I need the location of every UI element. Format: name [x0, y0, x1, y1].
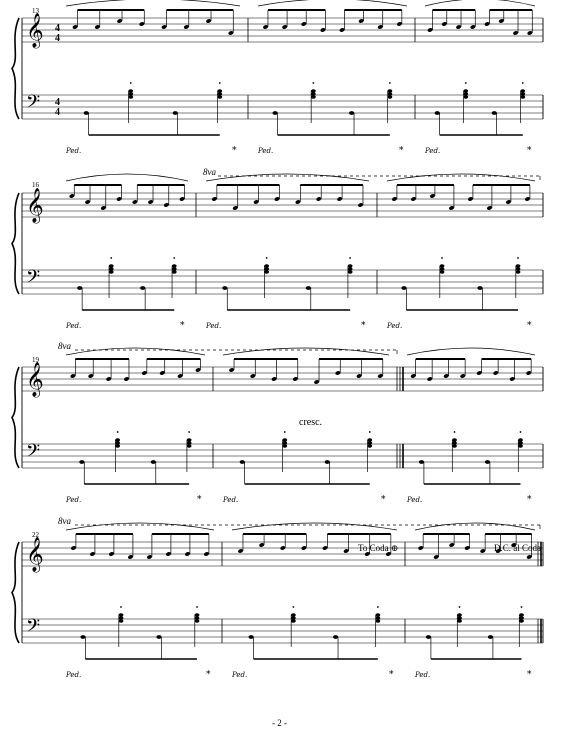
bass-note-head	[173, 111, 178, 115]
chord-note-head	[348, 270, 353, 273]
chord-note-head	[217, 92, 222, 95]
chord-note-head	[128, 95, 133, 98]
staccato-dot	[120, 606, 122, 608]
phrase-slur	[415, 523, 535, 530]
chord-note-head	[195, 619, 200, 622]
chord-note-head	[387, 89, 392, 92]
chord-note-head	[518, 441, 523, 444]
chord-note-head	[119, 619, 124, 622]
chord-note-head	[128, 89, 133, 92]
treble-clef-icon: 𝄞	[26, 13, 44, 48]
pedal-release-marking: *	[389, 670, 394, 680]
chord-note-head	[518, 438, 523, 441]
pedal-release-marking: *	[197, 495, 202, 505]
staccato-dot	[110, 257, 112, 259]
chord-note-head	[463, 92, 468, 95]
time-signature-treble-top: 4	[55, 23, 60, 34]
chord-note-head	[367, 444, 372, 447]
bass-note-head	[151, 460, 156, 464]
phrase-slur	[206, 174, 369, 181]
brace	[12, 18, 19, 119]
pedal-release-marking: *	[399, 146, 404, 156]
chord-note-head	[311, 92, 316, 95]
bass-note-head	[349, 111, 354, 115]
chord-note-head	[172, 270, 177, 273]
pedal-marking: Ped.	[415, 671, 431, 679]
phrase-slur	[66, 0, 240, 6]
chord-note-head	[115, 438, 120, 441]
chord-note-head	[115, 441, 120, 444]
bass-clef-icon: 𝄢	[26, 616, 41, 641]
chord-note-head	[457, 616, 462, 619]
treble-clef-icon: 𝄞	[26, 188, 44, 223]
bass-note-head	[419, 460, 424, 464]
bass-note-head	[488, 635, 493, 639]
staccato-dot	[465, 82, 467, 84]
chord-note-head	[187, 444, 192, 447]
brace	[12, 367, 19, 468]
staccato-dot	[173, 257, 175, 259]
pedal-marking: Ped.	[387, 322, 403, 330]
coda-symbol-icon: ⊕	[390, 543, 399, 553]
pedal-release-marking: *	[527, 495, 532, 505]
staccato-dot	[266, 257, 268, 259]
pedal-marking: Ped.	[206, 322, 222, 330]
staccato-dot	[292, 606, 294, 608]
pedal-release-marking: *	[527, 321, 532, 331]
bass-clef-icon: 𝄢	[26, 267, 41, 292]
chord-note-head	[452, 444, 457, 447]
ottava-mark-system-3: 8va	[58, 341, 71, 351]
chord-note-head	[457, 619, 462, 622]
phrase-slur	[232, 523, 397, 530]
chord-note-head	[172, 264, 177, 267]
page-number: - 2 -	[272, 718, 287, 728]
pedal-release-marking: *	[232, 146, 237, 156]
phrase-slur	[258, 0, 407, 6]
bass-note-head	[249, 635, 254, 639]
staccato-dot	[521, 606, 523, 608]
chord-note-head	[195, 616, 200, 619]
chord-note-head	[457, 613, 462, 616]
chord-note-head	[264, 270, 269, 273]
chord-note-head	[348, 267, 353, 270]
brace	[12, 542, 19, 643]
bass-note-head	[240, 460, 245, 464]
bass-note-head	[80, 635, 85, 639]
chord-note-head	[367, 438, 372, 441]
bass-note-head	[401, 286, 406, 290]
bass-note-head	[222, 286, 227, 290]
phrase-slur	[407, 348, 535, 355]
brace	[12, 193, 19, 294]
chord-note-head	[440, 267, 445, 270]
staccato-dot	[369, 431, 371, 433]
bass-note-head	[492, 111, 497, 115]
chord-note-head	[217, 89, 222, 92]
staccato-dot	[454, 431, 456, 433]
chord-note-head	[195, 613, 200, 616]
bass-note-head	[273, 111, 278, 115]
measure-number-19: 19	[32, 356, 39, 364]
staccato-dot	[377, 606, 379, 608]
chord-note-head	[463, 89, 468, 92]
to-coda-text: To Coda	[358, 543, 389, 553]
time-signature-bass-top: 4	[55, 97, 60, 108]
bass-note-head	[485, 460, 490, 464]
chord-note-head	[109, 264, 114, 267]
phrase-slur	[425, 0, 535, 6]
treble-clef-icon: 𝄞	[26, 362, 44, 397]
phrase-slur	[66, 174, 188, 181]
pedal-release-marking: *	[361, 321, 366, 331]
staccato-dot	[517, 257, 519, 259]
chord-note-head	[520, 92, 525, 95]
bass-clef-icon: 𝄢	[26, 92, 41, 117]
chord-note-head	[463, 95, 468, 98]
chord-note-head	[109, 267, 114, 270]
chord-note-head	[452, 441, 457, 444]
chord-note-head	[187, 438, 192, 441]
pedal-marking: Ped.	[232, 671, 248, 679]
chord-note-head	[187, 441, 192, 444]
bass-note-head	[435, 111, 440, 115]
chord-note-head	[115, 444, 120, 447]
chord-note-head	[291, 616, 296, 619]
staccato-dot	[522, 82, 524, 84]
pedal-release-marking: *	[527, 670, 532, 680]
treble-clef-icon: 𝄞	[26, 537, 44, 572]
chord-note-head	[172, 267, 177, 270]
chord-note-head	[311, 95, 316, 98]
bass-note-head	[84, 111, 89, 115]
staccato-dot	[441, 257, 443, 259]
chord-note-head	[519, 619, 524, 622]
chord-note-head	[440, 264, 445, 267]
chord-note-head	[375, 613, 380, 616]
staccato-dot	[312, 82, 314, 84]
chord-note-head	[440, 270, 445, 273]
time-signature-treble-bottom: 4	[55, 33, 60, 44]
time-signature-bass-bottom: 4	[55, 107, 60, 118]
bass-note-head	[477, 286, 482, 290]
pedal-marking: Ped.	[425, 147, 441, 155]
chord-note-head	[516, 267, 521, 270]
pedal-marking: Ped.	[66, 147, 82, 155]
pedal-release-marking: *	[527, 146, 532, 156]
chord-note-head	[519, 616, 524, 619]
chord-note-head	[375, 616, 380, 619]
pedal-marking: Ped.	[66, 496, 82, 504]
chord-note-head	[119, 616, 124, 619]
pedal-marking: Ped.	[66, 671, 82, 679]
to-coda-marking	[358, 544, 398, 553]
chord-note-head	[348, 264, 353, 267]
chord-note-head	[520, 89, 525, 92]
chord-note-head	[264, 267, 269, 270]
staccato-dot	[130, 82, 132, 84]
chord-note-head	[128, 92, 133, 95]
measure-number-22: 22	[32, 531, 39, 539]
bass-note-head	[77, 286, 82, 290]
chord-note-head	[516, 270, 521, 273]
phrase-slur	[223, 348, 389, 355]
pedal-release-marking: *	[206, 670, 211, 680]
pedal-marking: Ped.	[258, 147, 274, 155]
chord-note-head	[311, 89, 316, 92]
pedal-marking: Ped.	[407, 496, 423, 504]
chord-note-head	[282, 438, 287, 441]
staccato-dot	[520, 431, 522, 433]
chord-note-head	[264, 264, 269, 267]
bass-note-head	[325, 460, 330, 464]
chord-note-head	[291, 619, 296, 622]
ottava-mark-system-2: 8va	[203, 167, 216, 177]
phrase-slur	[66, 523, 214, 530]
staccato-dot	[219, 82, 221, 84]
bass-note-head	[426, 635, 431, 639]
staccato-dot	[117, 431, 119, 433]
chord-note-head	[520, 95, 525, 98]
measure-number-16: 16	[32, 181, 39, 189]
staccato-dot	[196, 606, 198, 608]
bass-clef-icon: 𝄢	[26, 441, 41, 466]
chord-note-head	[367, 441, 372, 444]
dc-al-coda-marking: D.C. al Coda	[494, 543, 541, 553]
pedal-marking: Ped.	[223, 496, 239, 504]
staccato-dot	[459, 606, 461, 608]
staccato-dot	[389, 82, 391, 84]
phrase-slur	[66, 348, 205, 355]
chord-note-head	[282, 441, 287, 444]
chord-note-head	[109, 270, 114, 273]
ottava-mark-system-4: 8va	[58, 516, 71, 526]
pedal-marking: Ped.	[66, 322, 82, 330]
staccato-dot	[188, 431, 190, 433]
chord-note-head	[119, 613, 124, 616]
chord-note-head	[387, 92, 392, 95]
chord-note-head	[291, 613, 296, 616]
measure-number-13: 13	[32, 7, 39, 15]
chord-note-head	[519, 613, 524, 616]
pedal-release-marking: *	[180, 321, 185, 331]
bass-note-head	[306, 286, 311, 290]
chord-note-head	[452, 438, 457, 441]
chord-note-head	[375, 619, 380, 622]
phrase-slur	[387, 174, 535, 181]
staccato-dot	[284, 431, 286, 433]
chord-note-head	[217, 95, 222, 98]
chord-note-head	[518, 444, 523, 447]
bass-note-head	[140, 286, 145, 290]
bass-note-head	[333, 635, 338, 639]
staccato-dot	[349, 257, 351, 259]
pedal-release-marking: *	[381, 495, 386, 505]
cresc-marking: cresc.	[299, 417, 323, 428]
bass-note-head	[156, 635, 161, 639]
bass-note-head	[79, 460, 84, 464]
chord-note-head	[516, 264, 521, 267]
chord-note-head	[387, 95, 392, 98]
chord-note-head	[282, 444, 287, 447]
